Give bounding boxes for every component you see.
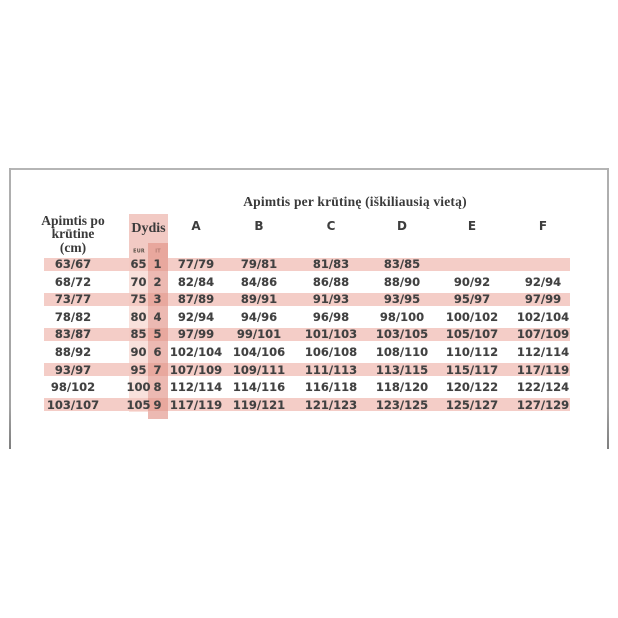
table-cell: 113/115 bbox=[375, 362, 429, 377]
table-cell: 94/96 bbox=[240, 309, 278, 324]
table-cell: 102/104 bbox=[516, 309, 570, 324]
table-cell: 127/129 bbox=[516, 397, 570, 412]
table-cell: 116/118 bbox=[304, 380, 358, 395]
size-subcolumn-eur-label: EUR bbox=[132, 248, 145, 255]
table-row bbox=[0, 381, 618, 394]
table-cell: 97/99 bbox=[177, 327, 215, 342]
table-cell: 91/93 bbox=[312, 292, 350, 307]
table-cell: 125/127 bbox=[445, 397, 499, 412]
table-cell: 93/95 bbox=[383, 292, 421, 307]
table-cell: 80 bbox=[130, 309, 147, 324]
table-cell: 90/92 bbox=[453, 274, 491, 289]
underbust-column-header bbox=[41, 214, 104, 254]
table-cell: 115/117 bbox=[445, 362, 499, 377]
table-cell: 114/116 bbox=[232, 380, 286, 395]
table-cell: 105 bbox=[126, 397, 151, 412]
table-cell: 102/104 bbox=[169, 345, 223, 359]
table-cell: 4 bbox=[153, 309, 162, 324]
table-cell: 98/102 bbox=[50, 380, 96, 395]
table-cell: 73/77 bbox=[54, 292, 92, 307]
table-cell: 85 bbox=[130, 327, 147, 342]
row-stripe bbox=[44, 293, 570, 306]
table-cell: 84/86 bbox=[240, 274, 278, 289]
table-cell: 95 bbox=[130, 362, 147, 377]
table-cell: 104/106 bbox=[232, 345, 286, 359]
table-cell: 109/111 bbox=[232, 362, 286, 377]
table-cell: 98/100 bbox=[379, 309, 425, 324]
table-row bbox=[0, 310, 618, 323]
table-row bbox=[0, 328, 618, 341]
table-cell: 117/119 bbox=[169, 397, 223, 412]
table-cell: 110/112 bbox=[445, 345, 499, 359]
table-cell: 112/114 bbox=[169, 380, 223, 395]
underbust-header-line2: krūtine bbox=[51, 226, 95, 242]
cup-column-header-A: A bbox=[191, 219, 201, 233]
table-cell: 95/97 bbox=[453, 292, 491, 307]
table-cell: 120/122 bbox=[445, 380, 499, 395]
table-row bbox=[0, 275, 618, 288]
cup-column-header-B: B bbox=[254, 219, 264, 233]
table-cell: 86/88 bbox=[312, 274, 350, 289]
table-cell: 78/82 bbox=[54, 309, 92, 324]
table-row bbox=[0, 258, 618, 271]
table-cell: 106/108 bbox=[304, 345, 358, 359]
table-cell: 6 bbox=[153, 345, 162, 359]
table-cell: 89/91 bbox=[240, 292, 278, 307]
table-cell: 108/110 bbox=[375, 345, 429, 359]
table-cell: 83/87 bbox=[54, 327, 92, 342]
table-cell: 123/125 bbox=[375, 397, 429, 412]
row-stripe bbox=[44, 258, 570, 271]
table-cell: 92/94 bbox=[177, 309, 215, 324]
table-cell: 3 bbox=[153, 292, 162, 307]
page-top-border bbox=[10, 168, 609, 170]
table-cell: 103/107 bbox=[46, 397, 100, 412]
table-cell: 75 bbox=[130, 292, 147, 307]
table-cell: 96/98 bbox=[312, 309, 350, 324]
cup-column-header-E: E bbox=[467, 219, 477, 233]
table-cell: 119/121 bbox=[232, 397, 286, 412]
table-cell: 100 bbox=[126, 380, 151, 395]
underbust-header-line3: (cm) bbox=[59, 239, 87, 255]
table-cell: 63/67 bbox=[54, 257, 92, 271]
table-cell: 1 bbox=[153, 257, 162, 271]
table-cell: 103/105 bbox=[375, 327, 429, 342]
table-cell: 105/107 bbox=[445, 327, 499, 342]
table-cell: 77/79 bbox=[177, 257, 215, 271]
table-cell: 7 bbox=[153, 362, 162, 377]
table-cell: 2 bbox=[153, 274, 162, 289]
table-row bbox=[0, 346, 618, 359]
table-cell: 83/85 bbox=[383, 257, 421, 271]
table-row bbox=[0, 293, 618, 306]
table-cell: 68/72 bbox=[54, 274, 92, 289]
underbust-header-line1: Apimtis po bbox=[41, 213, 105, 228]
table-cell: 65 bbox=[130, 257, 147, 271]
table-cell: 99/101 bbox=[236, 327, 282, 342]
table-cell: 121/123 bbox=[304, 397, 358, 412]
table-cell: 97/99 bbox=[524, 292, 562, 307]
cup-column-header-C: C bbox=[326, 219, 336, 233]
table-row bbox=[0, 363, 618, 376]
table-cell: 100/102 bbox=[445, 309, 499, 324]
table-cell: 90 bbox=[130, 345, 147, 359]
bust-circumference-title: Apimtis per krūtinę (iškiliausią vietą) bbox=[243, 194, 467, 209]
table-cell: 107/109 bbox=[169, 362, 223, 377]
size-column-header-label: Dydis bbox=[131, 221, 166, 236]
table-cell: 81/83 bbox=[312, 257, 350, 271]
table-cell: 87/89 bbox=[177, 292, 215, 307]
table-cell: 118/120 bbox=[375, 380, 429, 395]
table-cell: 88/92 bbox=[54, 345, 92, 359]
table-cell: 9 bbox=[153, 397, 162, 412]
cup-column-header-D: D bbox=[397, 219, 407, 233]
table-cell: 111/113 bbox=[304, 362, 358, 377]
table-cell: 82/84 bbox=[177, 274, 215, 289]
table-cell: 122/124 bbox=[516, 380, 570, 395]
table-cell: 70 bbox=[130, 274, 147, 289]
table-cell: 117/119 bbox=[516, 362, 570, 377]
table-cell: 8 bbox=[153, 380, 162, 395]
cup-column-header-F: F bbox=[538, 219, 548, 233]
table-cell: 112/114 bbox=[516, 345, 570, 359]
table-cell: 88/90 bbox=[383, 274, 421, 289]
table-cell: 93/97 bbox=[54, 362, 92, 377]
table-cell: 5 bbox=[153, 327, 162, 342]
table-cell: 107/109 bbox=[516, 327, 570, 342]
table-cell: 101/103 bbox=[304, 327, 358, 342]
table-cell: 79/81 bbox=[240, 257, 278, 271]
table-cell: 92/94 bbox=[524, 274, 562, 289]
table-row bbox=[0, 398, 618, 411]
